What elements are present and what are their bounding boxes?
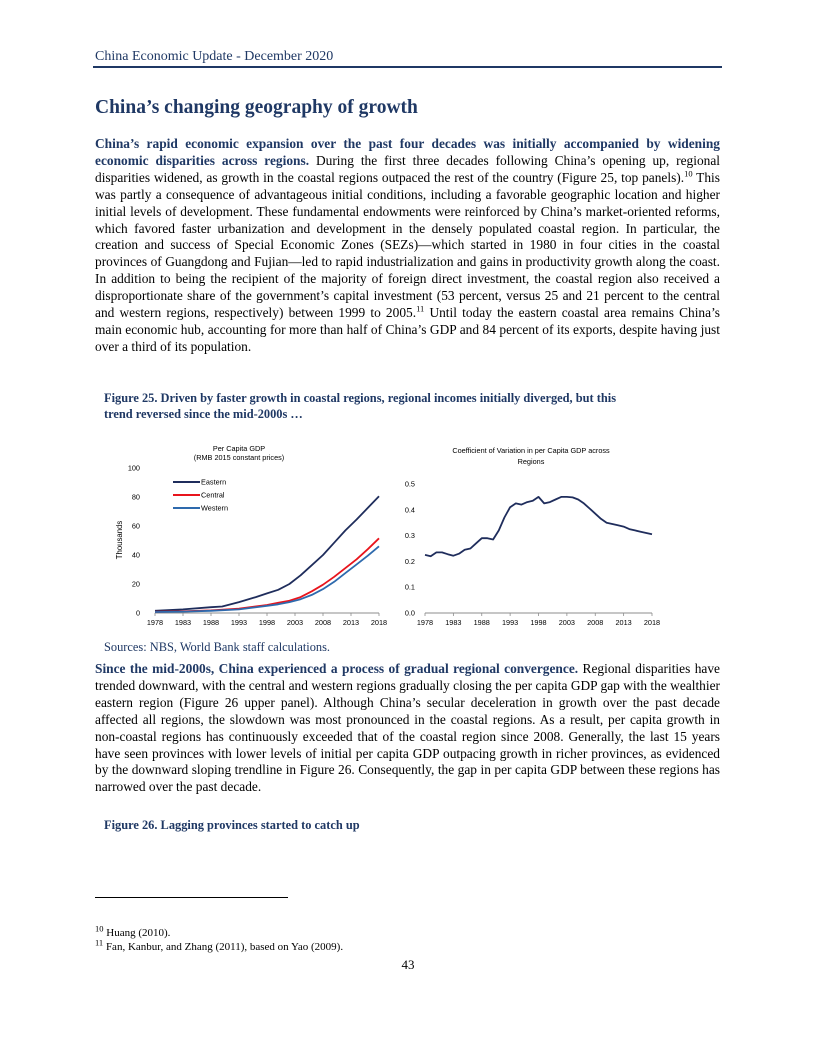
section-title: China’s changing geography of growth [95,97,418,118]
chart-1-x-tick-label: 2003 [286,618,304,627]
chart-1-title: Per Capita GDP [212,444,266,453]
chart-1-x-tick-label: 1978 [146,618,164,627]
paragraph-1-text-c: Until today the eastern coastal area remains China’s main economic hub, accounting for more than half of China’s GDP and 84 percent of its exports, despite having just over a third of its population. [95,305,720,354]
figure-26-caption: Figure 26. Lagging provinces started to catch up [104,818,360,832]
chart-1-x-tick-label: 1988 [202,618,220,627]
footnote-11 [95,937,344,953]
chart-2-y-tick-label: 0.3 [404,531,415,541]
page-number: 43 [401,957,415,972]
chart-2-series-coefficient-of-variation [425,497,652,556]
chart-1-y-axis-label: Thousands [115,520,124,560]
chart-2-x-tick-label: 2008 [587,618,604,627]
chart-2-y-tick-label: 0.2 [404,556,415,566]
footnote-ref-10[interactable]: 10 [684,168,693,179]
legend-label-western: Western [201,503,229,513]
footnote-11-number: 11 [95,937,104,948]
chart-2-x-tick-label: 2013 [615,618,632,627]
footnote-10 [95,923,171,939]
chart-1-y-tick-label: 0 [135,608,140,618]
chart-1-y-tick-label: 20 [131,579,140,589]
chart-1-x-tick-label: 1993 [230,618,248,627]
chart-1-y-tick-label: 40 [131,550,140,560]
chart-2-x-tick-label: 2018 [643,618,661,627]
chart-2-title: Coefficient of Variation in per Capita GDP across [452,446,610,455]
chart-1-y-tick-label: 100 [127,463,140,473]
chart-1-x-tick-label: 2013 [342,618,360,627]
legend-label-central: Central [201,490,225,500]
chart-2-x-tick-label: 1978 [416,618,434,627]
figure-25-caption-line-2: trend reversed since the mid-2000s … [104,407,303,421]
footnote-10-text: Huang (2010). [103,927,171,939]
footnote-11-text: Fan, Kanbur, and Zhang (2011), based on Yao (2009). [103,941,344,953]
figure-25-sources: Sources: NBS, World Bank staff calculations. [104,640,331,654]
figure-25-caption [104,390,704,422]
coefficient-of-variation-chart [395,438,675,634]
chart-2-x-tick-label: 2003 [558,618,575,627]
paragraph-1-text-b: This was partly a consequence of advantageous initial conditions, including a favorable geographic location and higher initial levels of development. These fundamental endowments were reinforced by China’s market-oriented reforms, which favored faster urbanization and development in the densely populated coastal region. In particular, the creation and success of Special Economic Zones (SEZs)—which started in 1980 in four cities in the coastal provinces of Guangdong and Fujian—led to rapid industrialization and gains in productivity growth along the coast. In addition to being the recipient of the majority of foreign direct investment, the coastal region also received a disproportionate share of the government’s capital investment (53 percent, versus 25 and 21 percent to the central and western regions, respectively) between 1999 to 2005. [95,169,720,321]
running-header: China Economic Update - December 2020 [95,49,334,64]
footnote-10-number: 10 [95,923,104,934]
chart-1-x-tick-label: 2008 [314,618,332,627]
chart-2-subtitle: Regions [517,457,545,466]
chart-2-x-tick-label: 1998 [530,618,547,627]
chart-1-x-tick-label: 2018 [370,618,388,627]
paragraph-1-text-a: During the first three decades following China’s opening up, regional disparities widened, as growth in the coastal regions outpaced the rest of the country (Figure 25, top panels). [95,152,720,185]
chart-1-x-tick-label: 1998 [258,618,276,627]
chart-1-y-tick-label: 80 [131,492,140,502]
chart-1-subtitle: (RMB 2015 constant prices) [193,453,285,462]
chart-2-x-tick-label: 1988 [473,618,490,627]
chart-2-x-tick-label: 1993 [502,618,519,627]
footnote-rule [95,897,288,898]
chart-2-y-tick-label: 0.4 [404,505,415,515]
chart-1-series-western [155,546,379,612]
chart-1-x-tick-label: 1983 [174,618,192,627]
paragraph-2 [95,661,720,796]
chart-1-series-central [155,538,379,612]
header-rule [93,66,722,68]
chart-2-y-tick-label: 0.5 [404,479,415,489]
per-capita-gdp-chart [100,438,400,634]
paragraph-1-lead: China’s rapid economic expansion over the past four decades was initially accompanied by widening economic disparities across regions. [95,136,720,168]
chart-1-series-eastern [155,496,379,611]
figure-25-caption-line-1: Figure 25. Driven by faster growth in coastal regions, regional incomes initially diverged, but this [104,391,617,405]
chart-2-y-tick-label: 0.0 [404,608,415,618]
legend-label-eastern: Eastern [201,477,227,487]
footnote-ref-11[interactable]: 11 [416,303,425,314]
paragraph-2-text: Regional disparities have trended downward, with the central and western regions gradually closing the per capita GDP gap with the wealthier eastern region (Figure 26 upper panel). Although China’s secular deceleration in growth over the past decade affected all regions, the slowdown was most pronounced in the coastal regions. As a result, per capita growth in non-coastal regions has continuously exceeded that of the coastal region since 2008. Generally, the last 15 years have seen provinces with lower levels of initial per capita GDP outpacing growth in richer provinces, as evidenced by the downward sloping trendline in Figure 26. Consequently, the gap in per capita GDP between these regions has narrowed over the past decade. [95,661,720,795]
paragraph-1 [95,136,720,356]
chart-2-x-tick-label: 1983 [445,618,462,627]
paragraph-2-lead: Since the mid-2000s, China experienced a process of gradual regional convergence. [95,661,579,676]
chart-2-y-tick-label: 0.1 [404,582,415,592]
chart-1-y-tick-label: 60 [131,521,140,531]
